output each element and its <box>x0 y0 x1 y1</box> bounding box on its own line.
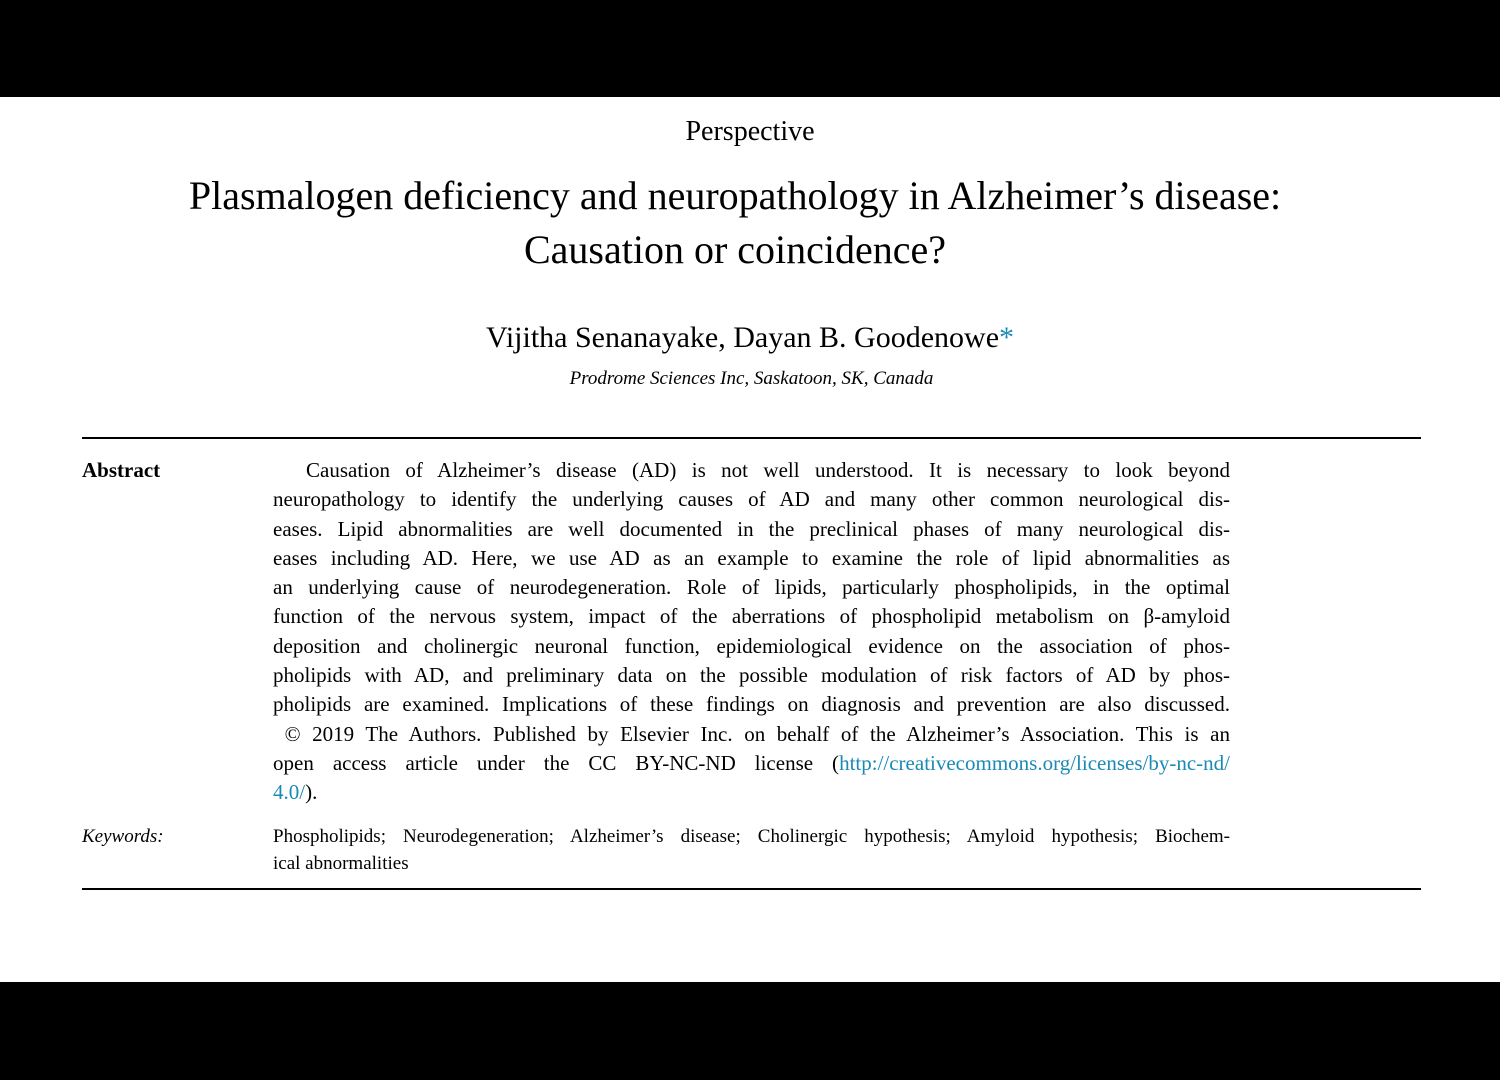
license-link-continued[interactable]: 4.0/ <box>273 780 306 805</box>
article-type-label: Perspective <box>685 116 815 147</box>
abstract-heading: Abstract <box>82 458 161 482</box>
author-affiliation: Prodrome Sciences Inc, Saskatoon, SK, Canada <box>569 368 934 389</box>
corresponding-author-marker[interactable]: * <box>999 321 1015 354</box>
abstract-text <box>273 456 1230 808</box>
abstract-line: Causation of Alzheimer’s disease (AD) is not well understood. It is necessary to look beyond <box>306 458 1230 482</box>
abstract-line: © 2019 The Authors. Published by Elsevier Inc. on behalf of the Alzheimer’s Association. This is an <box>273 721 1230 746</box>
license-link[interactable]: http://creativecommons.org/licenses/by-nc-nd/ <box>839 750 1230 775</box>
abstract-line: neuropathology to identify the underlying causes of AD and many other common neurological dis- <box>273 487 1230 512</box>
keywords-line-1: Phospholipids; Neurodegeneration; Alzheimer’s disease; Cholinergic hypothesis; Amyloid hypothesis; Biochem- <box>273 826 1230 847</box>
license-line-end <box>273 778 1230 807</box>
abstract-line: pholipids are examined. Implications of these findings on diagnosis and prevention are also discussed. <box>273 692 1230 717</box>
abstract-line: an underlying cause of neurodegeneration. Role of lipids, particularly phospholipids, in the optimal <box>273 575 1230 600</box>
article-title <box>0 169 1470 277</box>
abstract-line: pholipids with AD, and preliminary data on the possible modulation of risk factors of AD by phos- <box>273 663 1230 688</box>
abstract-line: function of the nervous system, impact of the aberrations of phospholipid metabolism on β-amyloid <box>273 604 1230 629</box>
title-line-2: Causation or coincidence? <box>523 227 947 272</box>
abstract-line: eases. Lipid abnormalities are well documented in the preclinical phases of many neurological dis- <box>273 516 1230 541</box>
license-line <box>273 749 1230 778</box>
top-letterbox-bar <box>0 0 1500 97</box>
bottom-letterbox-bar <box>0 982 1500 1080</box>
keywords-line-2: ical abnormalities <box>273 853 409 874</box>
top-divider <box>82 437 1421 439</box>
author-names: Vijitha Senanayake, Dayan B. Goodenowe <box>485 321 1000 354</box>
paper-page <box>0 97 1500 982</box>
keywords-list <box>273 823 1230 877</box>
keywords-heading: Keywords: <box>82 826 164 847</box>
title-line-1: Plasmalogen deficiency and neuropathology in Alzheimer’s disease: <box>188 173 1282 218</box>
author-list <box>0 320 1500 356</box>
license-suffix: ). <box>305 780 318 805</box>
abstract-line: eases including AD. Here, we use AD as an example to examine the role of lipid abnormalities as <box>273 545 1230 570</box>
bottom-divider <box>82 888 1421 890</box>
license-prefix: open access article under the CC BY-NC-ND license ( <box>273 750 840 775</box>
abstract-line: deposition and cholinergic neuronal function, epidemiological evidence on the association of phos- <box>273 633 1230 658</box>
